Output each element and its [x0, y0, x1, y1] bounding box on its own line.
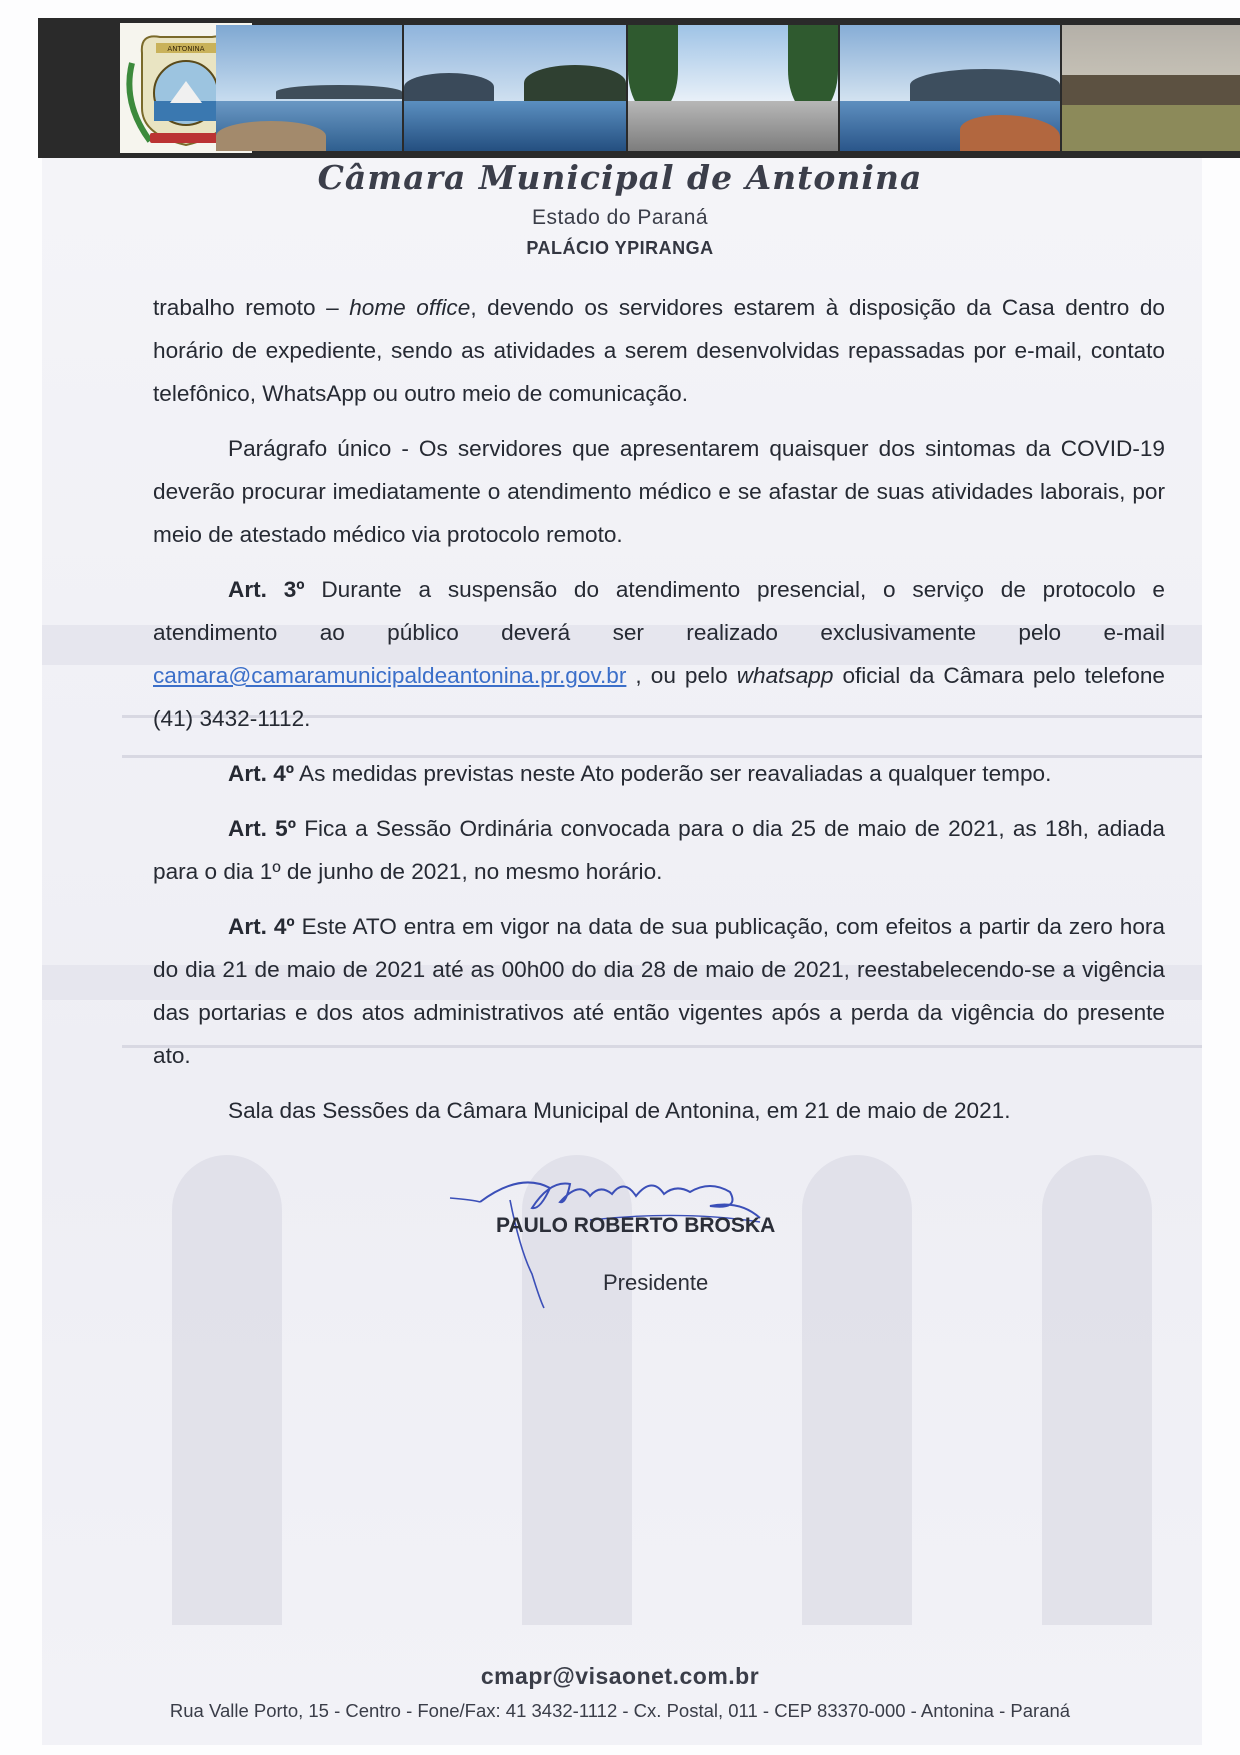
palace-name: PALÁCIO YPIRANGA	[526, 238, 714, 258]
paragraph-sole: Parágrafo único - Os servidores que apresentarem quaisquer dos sintomas da COVID-19 deverão procurar imediatamente o atendimento médico e se afastar de suas atividades laborais, por meio de atestado médico via protocolo remoto.	[153, 436, 1165, 547]
article-4b-label: Art. 4º	[228, 914, 295, 939]
article-4-validity: Art. 4º Este ATO entra em vigor na data de sua publicação, com efeitos a partir da zero hora do dia 21 de maio de 2021 até as 00h00 do dia 28 de maio de 2021, reestabelecendo-se a vigência das portarias e dos atos administrativos até então vigentes após a perda da vigência do presente ato.	[153, 914, 1165, 1068]
photo-pier-palms	[628, 25, 838, 151]
article-5: Art. 5º Fica a Sessão Ordinária convocada para o dia 25 de maio de 2021, as 18h, adiada para o dia 1º de junho de 2021, no mesmo horário.	[153, 816, 1165, 884]
signer-name: PAULO ROBERTO BROSKA	[496, 1214, 776, 1237]
state-name: Estado do Paraná	[531, 206, 709, 229]
footer-address: Rua Valle Porto, 15 - Centro - Fone/Fax: 41 3432-1112 - Cx. Postal, 011 - CEP 83370-000 - Antonina - Paraná	[169, 1700, 1071, 1721]
crest-text: ANTONINA	[167, 45, 205, 53]
article-3: Art. 3º Durante a suspensão do atendimento presencial, o serviço de protocolo e atendimento ao público deverá ser realizado exclusivamente pelo e-mail camara@camaramunicipaldeantonina.pr.gov.br , ou pelo whatsapp oficial da Câmara pelo telefone (41) 3432-1112.	[153, 577, 1165, 731]
chamber-name: Câmara Municipal de Antonina	[317, 158, 923, 197]
photo-ruins-arches	[1062, 25, 1240, 151]
chamber-email-link[interactable]: camara@camaramunicipaldeantonina.pr.gov.br	[153, 663, 627, 688]
document-body	[153, 286, 1165, 1144]
closing-line: Sala das Sessões da Câmara Municipal de Antonina, em 21 de maio de 2021.	[228, 1098, 1011, 1123]
photo-bay-boat	[216, 25, 402, 151]
article-4-label: Art. 4º	[228, 761, 295, 786]
header-photo-strip	[38, 18, 1240, 158]
article-5-label: Art. 5º	[228, 816, 296, 841]
footer-email: cmapr@visaonet.com.br	[480, 1663, 760, 1689]
article-3-label: Art. 3º	[228, 577, 305, 602]
photo-mountains-lake	[404, 25, 626, 151]
article-4-review: Art. 4º As medidas previstas neste Ato poderão ser reavaliadas a qualquer tempo.	[228, 761, 1052, 786]
signature-block	[440, 1170, 880, 1310]
paragraph-remote-work: trabalho remoto – home office, devendo os servidores estarem à disposição da Casa dentro do horário de expediente, sendo as atividades a serem desenvolvidas repassadas por e-mail, contato telefônico, WhatsApp ou outro meio de comunicação.	[153, 295, 1165, 406]
signer-role: Presidente	[603, 1270, 709, 1295]
photo-bay-rocks	[840, 25, 1060, 151]
